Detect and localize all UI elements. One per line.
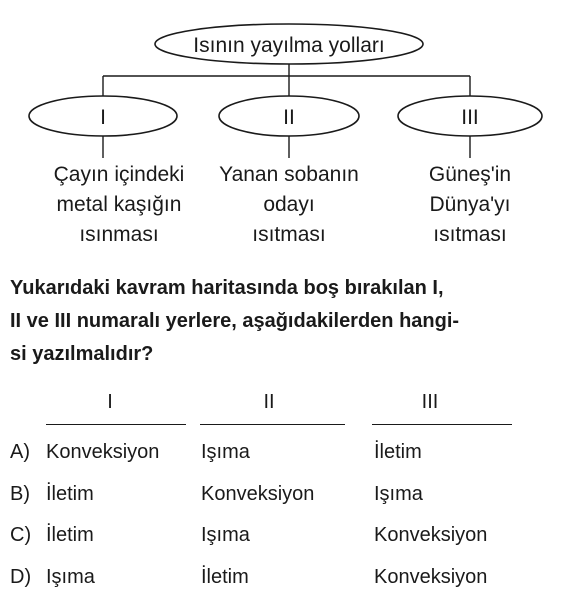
option-letter[interactable]: D): [10, 566, 32, 588]
description-3-line-1: Güneş'in: [428, 163, 512, 186]
description-1-line-3: ısınması: [79, 223, 159, 246]
column-rule-2: [200, 424, 345, 425]
description-2-line-3: ısıtması: [252, 223, 326, 246]
description-1-line-1: Çayın içindeki: [53, 163, 185, 186]
root-label: Isının yayılma yolları: [193, 34, 385, 57]
description-2: [189, 160, 389, 250]
description-3: [370, 160, 568, 250]
question-line-2: II ve III numaralı yerlere, aşağıdakilerden hangi-: [10, 310, 460, 332]
column-header-3: III: [421, 391, 439, 413]
option-cell: Işıma: [46, 566, 95, 588]
node-label-1: I: [100, 106, 106, 129]
description-1-line-2: metal kaşığın: [56, 193, 182, 216]
column-rule-3: [372, 424, 512, 425]
description-3-line-3: ısıtması: [433, 223, 507, 246]
column-header-2: II: [263, 391, 275, 413]
option-cell: Konveksiyon: [46, 441, 160, 463]
option-letter[interactable]: B): [10, 483, 30, 505]
column-header-1: I: [107, 391, 113, 413]
description-2-line-2: odayı: [263, 193, 315, 216]
option-letter[interactable]: A): [10, 441, 30, 463]
option-cell: İletim: [46, 483, 94, 505]
question-line-3: si yazılmalıdır?: [10, 343, 154, 365]
question-line-1: Yukarıdaki kavram haritasında boş bırakılan I,: [10, 277, 444, 299]
column-rule-1: [46, 424, 186, 425]
option-cell: Konveksiyon: [374, 524, 488, 546]
option-cell: Işıma: [201, 524, 250, 546]
description-3-line-2: Dünya'yı: [429, 193, 511, 216]
option-cell: Konveksiyon: [201, 483, 315, 505]
option-cell: Işıma: [374, 483, 423, 505]
option-cell: Işıma: [201, 441, 250, 463]
node-label-2: II: [283, 106, 295, 129]
option-cell: İletim: [46, 524, 94, 546]
option-cell: Konveksiyon: [374, 566, 488, 588]
option-cell: İletim: [201, 566, 249, 588]
option-cell: İletim: [374, 441, 422, 463]
option-letter[interactable]: C): [10, 524, 32, 546]
question-text: [10, 272, 560, 371]
node-label-3: III: [461, 106, 479, 129]
description-2-line-1: Yanan sobanın: [219, 163, 359, 186]
